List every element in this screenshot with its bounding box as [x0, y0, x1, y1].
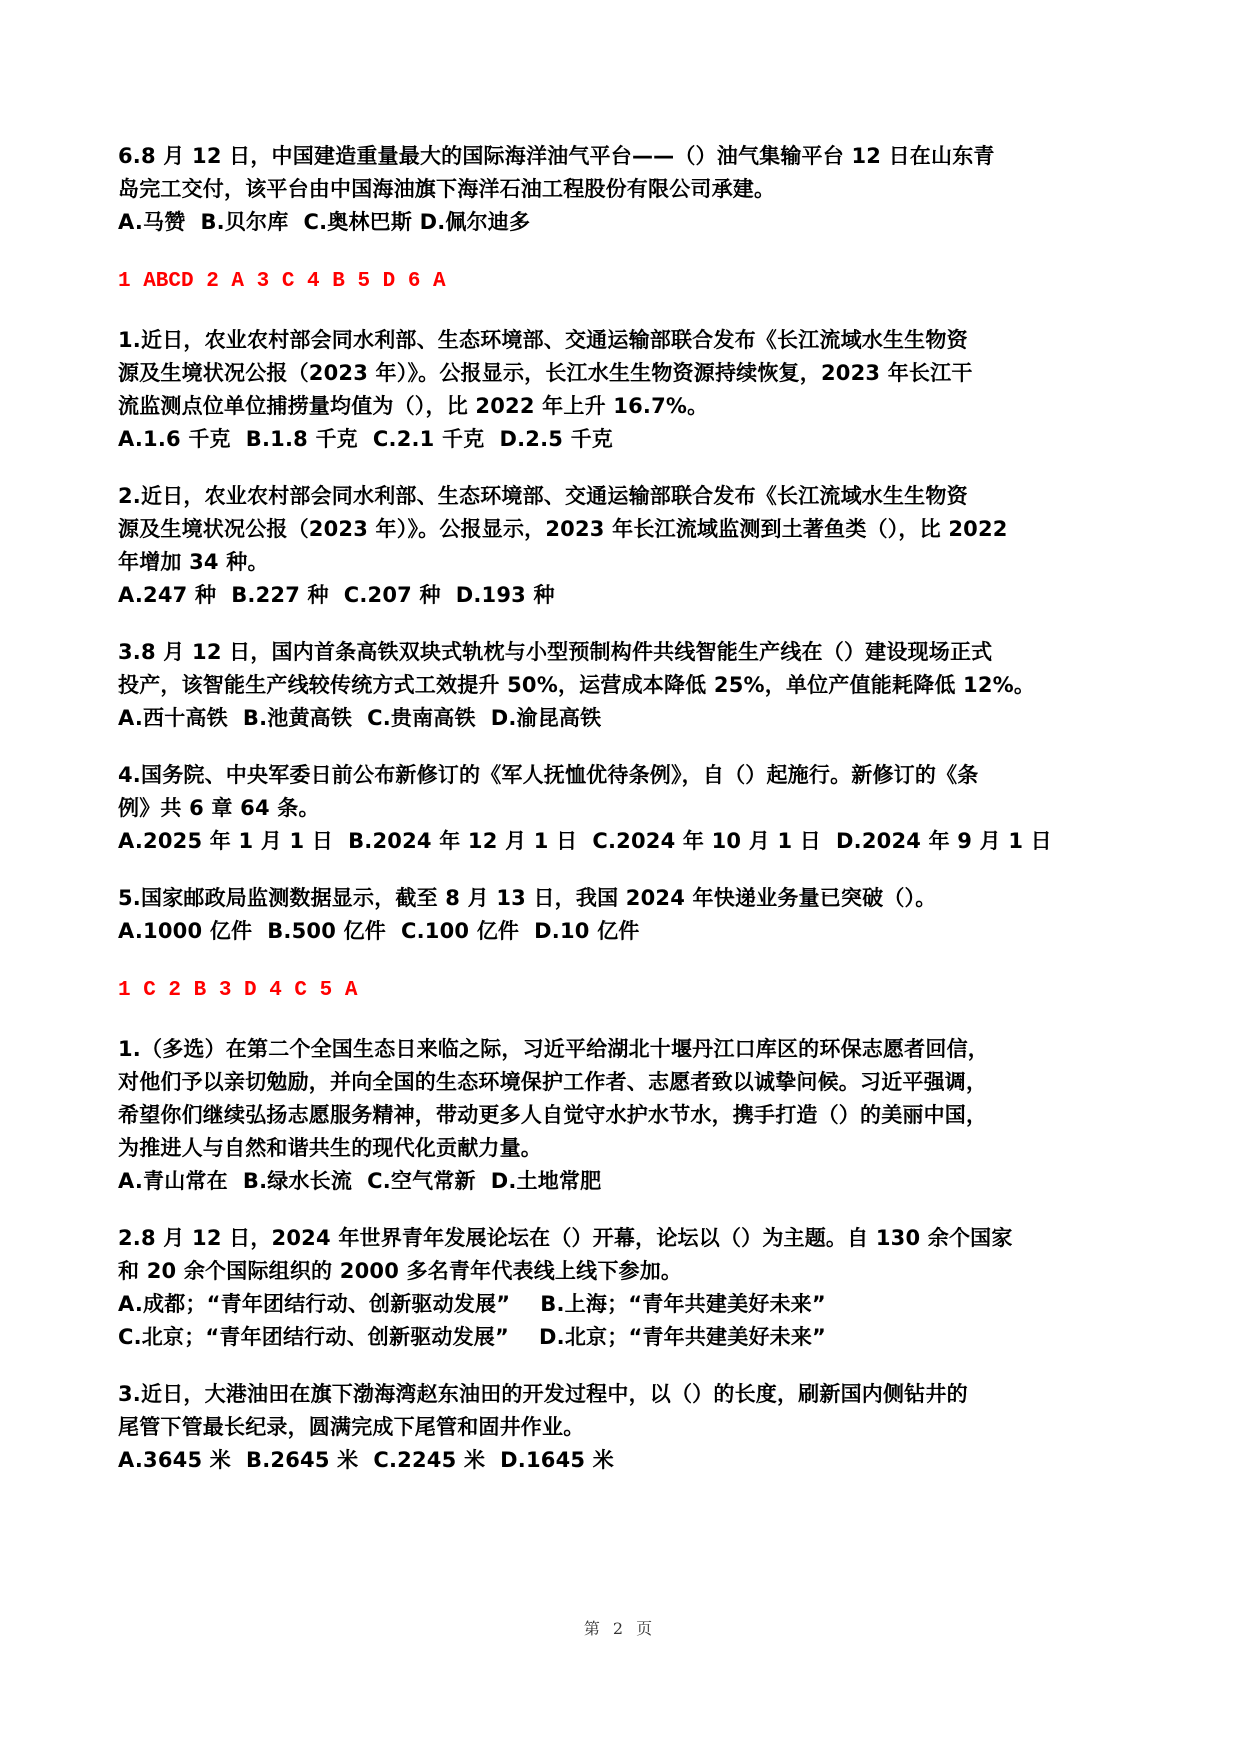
option-d: D.渝昆高铁 [490, 706, 602, 730]
question-text-line: 3.8 月 12 日，国内首条高铁双块式轨枕与小型预制构件共线智能生产线在（）建设现场正式 [118, 640, 993, 664]
options-row [118, 423, 1128, 456]
option-a: A.247 种 [118, 583, 217, 607]
answer-key: 1 ABCD 2 A 3 C 4 B 5 D 6 A [118, 270, 446, 293]
option-b: B.绿水长流 [242, 1169, 353, 1193]
option-b: B.2024 年 12 月 1 日 [348, 829, 578, 853]
option-c: C.空气常新 [367, 1169, 476, 1193]
page-content [118, 140, 1128, 1477]
option-a: A.成都；“青年团结行动、创新驱动发展” [118, 1292, 511, 1316]
option-c: C.2.1 千克 [372, 427, 485, 451]
question-text-line: 2.8 月 12 日，2024 年世界青年发展论坛在（）开幕，论坛以（）为主题。自 130 余个国家 [118, 1226, 1013, 1250]
question-text-line: 6.8 月 12 日，中国建造重量最大的国际海洋油气平台——（）油气集输平台 12 日在山东青 [118, 144, 995, 168]
question-block [118, 1033, 1128, 1198]
question-text-line: 尾管下管最长纪录，圆满完成下尾管和固井作业。 [118, 1415, 585, 1439]
option-c: C.贵南高铁 [367, 706, 476, 730]
question-text-line: 1.近日，农业农村部会同水利部、生态环境部、交通运输部联合发布《长江流域水生生物资 [118, 328, 968, 352]
question-text-line: 投产，该智能生产线较传统方式工效提升 50%，运营成本降低 25%，单位产值能耗降低 12%。 [118, 673, 1036, 697]
question-block [118, 140, 1128, 239]
option-c: C.2024 年 10 月 1 日 [592, 829, 821, 853]
option-b: B.上海；“青年共建美好未来” [540, 1292, 826, 1316]
question-text-line: 例》共 6 章 64 条。 [118, 796, 320, 820]
question-text-line: 4.国务院、中央军委日前公布新修订的《军人抚恤优待条例》，自（）起施行。新修订的《条 [118, 763, 979, 787]
option-d: D.北京；“青年共建美好未来” [539, 1325, 827, 1349]
question-block [118, 1222, 1128, 1354]
option-b: B.227 种 [231, 583, 329, 607]
option-c: C.207 种 [343, 583, 441, 607]
question-block [118, 324, 1128, 456]
options-row [118, 579, 1128, 612]
question-text-line: 2.近日，农业农村部会同水利部、生态环境部、交通运输部联合发布《长江流域水生生物资 [118, 484, 968, 508]
question-text-line: 希望你们继续弘扬志愿服务精神，带动更多人自觉守水护水节水，携手打造（）的美丽中国， [118, 1103, 988, 1127]
question-block [118, 480, 1128, 612]
option-d: D.10 亿件 [534, 919, 640, 943]
option-d: D.1645 米 [500, 1448, 614, 1472]
options-row [118, 1288, 1128, 1321]
option-c: C.100 亿件 [400, 919, 520, 943]
option-d: D.2024 年 9 月 1 日 [836, 829, 1052, 853]
option-a: A.1000 亿件 [118, 919, 253, 943]
page-number: 第 2 页 [583, 1619, 657, 1638]
options-row [118, 1444, 1128, 1477]
question-text-line: 源及生境状况公报（2023 年）》。公报显示，长江水生生物资源持续恢复，2023 年长江干 [118, 361, 973, 385]
question-text-line: 为推进人与自然和谐共生的现代化贡献力量。 [118, 1136, 542, 1160]
option-d: D.193 种 [455, 583, 555, 607]
options-row [118, 206, 1128, 239]
option-c: C.2245 米 [373, 1448, 486, 1472]
answer-key: 1 C 2 B 3 D 4 C 5 A [118, 979, 358, 1002]
option-d: D.土地常肥 [490, 1169, 602, 1193]
option-b: B.贝尔库 [200, 210, 289, 234]
option-b: B.池黄高铁 [242, 706, 353, 730]
question-text-line: 年增加 34 种。 [118, 550, 269, 574]
options-row [118, 1165, 1128, 1198]
question-text-line: 和 20 余个国际组织的 2000 多名青年代表线上线下参加。 [118, 1259, 683, 1283]
option-a: A.马赞 [118, 210, 186, 234]
option-d: D.佩尔迪多 [419, 210, 531, 234]
question-block [118, 636, 1128, 735]
question-text-line: 1.（多选）在第二个全国生态日来临之际，习近平给湖北十堰丹江口库区的环保志愿者回信， [118, 1037, 989, 1061]
option-b: B.2645 米 [246, 1448, 359, 1472]
question-text-line: 5.国家邮政局监测数据显示，截至 8 月 13 日，我国 2024 年快递业务量已突破（）。 [118, 886, 937, 910]
question-block [118, 759, 1128, 858]
question-text-line: 对他们予以亲切勉励，并向全国的生态环境保护工作者、志愿者致以诚挚问候。习近平强调， [118, 1070, 988, 1094]
question-block [118, 1378, 1128, 1477]
option-d: D.2.5 千克 [499, 427, 613, 451]
question-text-line: 流监测点位单位捕捞量均值为（），比 2022 年上升 16.7%。 [118, 394, 709, 418]
question-text-line: 3.近日，大港油田在旗下渤海湾赵东油田的开发过程中，以（）的长度，刷新国内侧钻井的 [118, 1382, 968, 1406]
question-block [118, 882, 1128, 948]
options-row [118, 1321, 1128, 1354]
question-text-line: 岛完工交付，该平台由中国海油旗下海洋石油工程股份有限公司承建。 [118, 177, 776, 201]
option-a: A.青山常在 [118, 1169, 228, 1193]
options-row [118, 825, 1128, 858]
options-row [118, 702, 1128, 735]
option-b: B.1.8 千克 [245, 427, 358, 451]
option-b: B.500 亿件 [267, 919, 386, 943]
option-c: C.奥林巴斯 [303, 210, 413, 234]
option-c: C.北京；“青年团结行动、创新驱动发展” [118, 1325, 509, 1349]
option-a: A.3645 米 [118, 1448, 231, 1472]
option-a: A.西十高铁 [118, 706, 228, 730]
option-a: A.2025 年 1 月 1 日 [118, 829, 334, 853]
option-a: A.1.6 千克 [118, 427, 231, 451]
question-text-line: 源及生境状况公报（2023 年）》。公报显示，2023 年长江流域监测到土著鱼类（），比 2022 [118, 517, 1008, 541]
options-row [118, 915, 1128, 948]
